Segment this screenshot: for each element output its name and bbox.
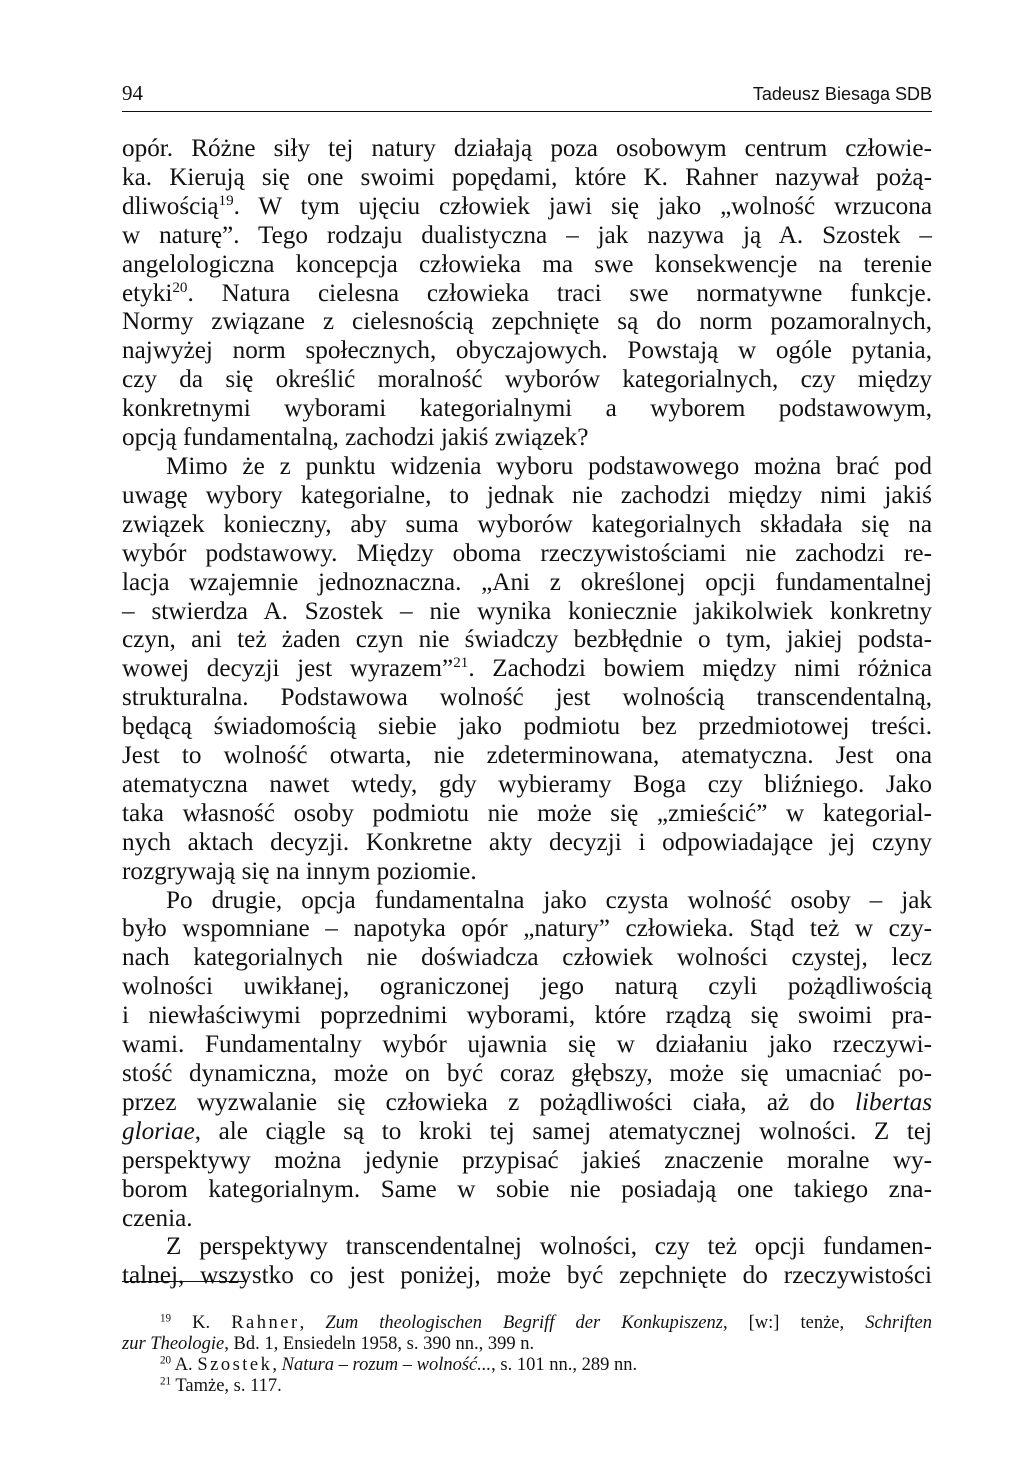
text-line: angelologiczna koncepcja człowieka ma swe konsekwencje na terenie (122, 250, 932, 278)
text-line: stość dynamiczna, może on być coraz głębszy, może się umacniać po- (122, 1060, 932, 1087)
page-header (122, 80, 932, 107)
text-line: rozgrywają się na innym poziomie. (122, 857, 477, 885)
text-line: wybór podstawowy. Między oboma rzeczywistościami nie zachodzi re- (122, 539, 932, 567)
paragraph-start: Mimo że z punktu widzenia wyboru podstawowego można brać pod (166, 452, 932, 480)
text-line: ka. Kierują się one swoimi popędami, które K. Rahner nazywał pożą- (122, 163, 932, 191)
footnote-19-cont: zur Theologie, Bd. 1, Ensiedeln 1958, s. 390 nn., 399 n. (122, 1334, 535, 1354)
text-line: czy da się określić moralność wyborów kategorialnych, czy między (122, 366, 932, 394)
text-line: związek konieczny, aby suma wyborów kategorialnych składała się na (122, 510, 932, 538)
text-line: wolności uwikłanej, ograniczonej jego naturą czyli pożądliwością (122, 973, 932, 1001)
text-line: dliwością$^{19}$. W tym ujęciu człowiek jawi się jako „wolność wrzucona (122, 192, 932, 220)
text-line: gloriae, ale ciągle są to kroki tej samej atematycznej wolności. Z tej (122, 1117, 932, 1145)
text-line: konkretnymi wyborami kategorialnymi a wyborem podstawowym, (122, 395, 932, 423)
text-line: lacja wzajemnie jednoznaczna. „Ani z określonej opcji fundamentalnej (122, 568, 932, 596)
text-line: nach kategorialnych nie doświadcza człowiek wolności czystej, lecz (122, 944, 932, 972)
text-line: nych aktach decyzji. Konkretne akty decyzji i odpowiadające jej czyny (122, 828, 932, 856)
text-line: – stwierdza A. Szostek – nie wynika koniecznie jakikolwiek konkretny (122, 597, 932, 625)
body-text (122, 135, 932, 1291)
text-line: Jest to wolność otwarta, nie zdeterminowana, atematyczna. Jest ona (122, 742, 932, 770)
running-head-author: Tadeusz Biesaga SDB (752, 84, 932, 104)
text-line: czenia. (122, 1204, 193, 1232)
text-line: będącą świadomością siebie jako podmiotu bez przedmiotowej treści. (122, 713, 932, 741)
paragraph-start: Po drugie, opcja fundamentalna jako czysta wolność osoby – jak (166, 886, 932, 914)
text-line: wowej decyzji jest wyrazem”$^{21}$. Zachodzi bowiem między nimi różnica (122, 655, 932, 683)
footnote-20: $^{20}$ A. Szostek, Natura – rozum – wolność..., s. 101 nn., 289 nn. (160, 1354, 638, 1375)
footnote-ref-21: 21 (453, 655, 469, 672)
text-line: borom kategorialnym. Same w sobie nie posiadają one takiego zna- (122, 1175, 932, 1203)
paragraph-start: Z perspektywy transcendentalnej wolności, czy też opcji fundamen- (166, 1233, 932, 1261)
text-line: wami. Fundamentalny wybór ujawnia się w działaniu jako rzeczywi- (122, 1031, 932, 1059)
text-line: przez wyzwalanie się człowieka z pożądliwości ciała, aż do libertas (122, 1088, 932, 1116)
text-line: atematyczna nawet wtedy, gdy wybieramy Boga czy bliźniego. Jako (122, 770, 932, 798)
footnote-rule (122, 1281, 244, 1282)
text-line: najwyżej norm społecznych, obyczajowych. Powstają w ogóle pytania, (122, 337, 932, 365)
text-line: czyn, ani też żaden czyn nie świadczy bezbłędnie o tym, jakiej podsta- (122, 626, 932, 654)
text-line: Normy związane z cielesnością zepchnięte są do norm pozamoralnych, (122, 308, 932, 336)
text-line: uwagę wybory kategorialne, to jednak nie zachodzi między nimi jakiś (122, 481, 932, 509)
text-line: i niewłaściwymi poprzednimi wyborami, które rządzą się swoimi pra- (122, 1002, 932, 1030)
text-line: opcją fundamentalną, zachodzi jakiś związek? (122, 424, 589, 452)
footnote-ref-20: 20 (172, 279, 188, 296)
footnote-ref-19: 19 (218, 192, 234, 209)
text-line: w naturę”. Tego rodzaju dualistyczna – jak nazywa ją A. Szostek – (122, 221, 932, 249)
page-number: 94 (122, 81, 143, 105)
latin-term: gloriae (122, 1117, 195, 1145)
latin-term: libertas (855, 1088, 932, 1116)
header-rule (122, 111, 932, 112)
text-line: opór. Różne siły tej natury działają poza osobowym centrum człowie- (122, 135, 932, 162)
text-line: było wspomniane – napotyka opór „natury” człowieka. Stąd też w czy- (122, 915, 932, 943)
text-line: taka własność osoby podmiotu nie może się „zmieścić” w kategorial- (122, 799, 932, 827)
footnote-19: $^{19}$ K. Rahner, Zum theologischen Begriff der Konkupiszenz, [w:] tenże, Schriften (160, 1312, 932, 1333)
footnotes (122, 1313, 932, 1397)
text-line: talnej, wszystko co jest poniżej, może być zepchnięte do rzeczywistości (122, 1262, 932, 1290)
text-line: etyki$^{20}$. Natura cielesna człowieka traci swe normatywne funkcje. (122, 279, 932, 307)
text-line: strukturalna. Podstawowa wolność jest wolnością transcendentalną, (122, 684, 932, 712)
footnote-21: $^{21}$ Tamże, s. 117. (160, 1375, 282, 1396)
text-line: perspektywy można jedynie przypisać jakieś znaczenie moralne wy- (122, 1146, 932, 1174)
